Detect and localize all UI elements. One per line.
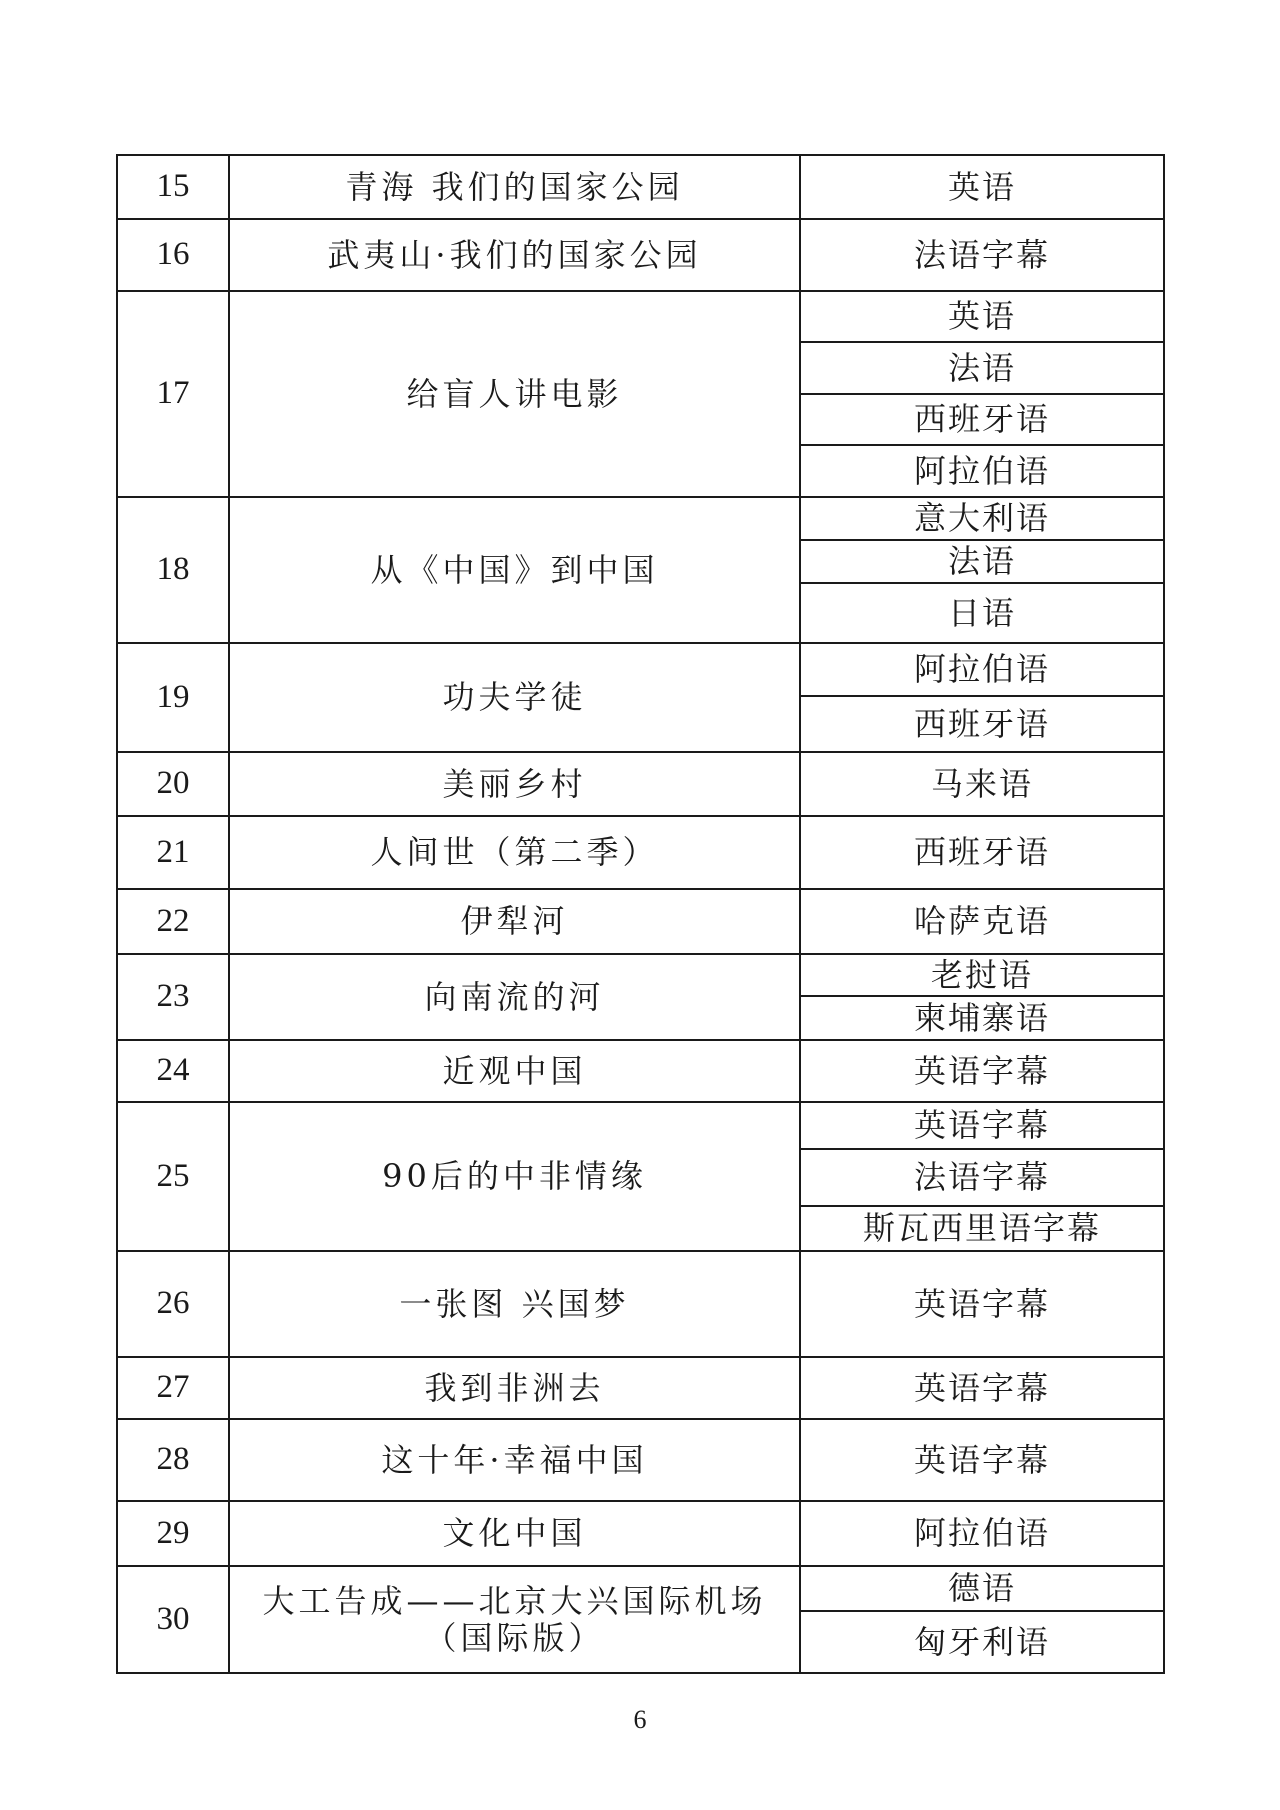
table-row xyxy=(117,752,1164,816)
language-cell: 哈萨克语 xyxy=(800,889,1164,954)
language-cell: 阿拉伯语 xyxy=(800,445,1164,497)
table-row xyxy=(117,1566,1164,1611)
row-number: 27 xyxy=(117,1357,229,1419)
program-title: 伊犁河 xyxy=(229,889,800,954)
program-title: 90后的中非情缘 xyxy=(229,1102,800,1251)
program-title: 我到非洲去 xyxy=(229,1357,800,1419)
table-row xyxy=(117,889,1164,954)
language-cell: 英语字幕 xyxy=(800,1419,1164,1501)
row-number: 17 xyxy=(117,291,229,497)
row-number: 19 xyxy=(117,643,229,752)
language-cell: 斯瓦西里语字幕 xyxy=(800,1206,1164,1251)
table-body xyxy=(117,155,1164,1673)
program-language-table xyxy=(116,154,1165,1674)
program-title: 给盲人讲电影 xyxy=(229,291,800,497)
table-row xyxy=(117,1357,1164,1419)
program-title: 近观中国 xyxy=(229,1040,800,1102)
language-cell: 法语字幕 xyxy=(800,219,1164,291)
language-cell: 法语 xyxy=(800,540,1164,583)
table-row xyxy=(117,291,1164,342)
row-number: 20 xyxy=(117,752,229,816)
program-title: 向南流的河 xyxy=(229,954,800,1040)
program-title: 文化中国 xyxy=(229,1501,800,1566)
program-title: 从《中国》到中国 xyxy=(229,497,800,643)
table-row xyxy=(117,219,1164,291)
page-number: 6 xyxy=(633,1705,647,1734)
program-title: 美丽乡村 xyxy=(229,752,800,816)
language-cell: 德语 xyxy=(800,1566,1164,1611)
table-row xyxy=(117,816,1164,889)
language-cell: 匈牙利语 xyxy=(800,1611,1164,1673)
table-row xyxy=(117,1419,1164,1501)
program-title: 人间世（第二季） xyxy=(229,816,800,889)
table-row xyxy=(117,1501,1164,1566)
row-number: 26 xyxy=(117,1251,229,1357)
table-row xyxy=(117,1040,1164,1102)
program-title: 一张图 兴国梦 xyxy=(229,1251,800,1357)
program-title: 大工告成——北京大兴国际机场（国际版） xyxy=(229,1566,800,1673)
row-number: 30 xyxy=(117,1566,229,1673)
row-number: 16 xyxy=(117,219,229,291)
language-cell: 日语 xyxy=(800,583,1164,643)
language-cell: 西班牙语 xyxy=(800,696,1164,752)
table-row xyxy=(117,1102,1164,1149)
row-number: 25 xyxy=(117,1102,229,1251)
language-cell: 英语字幕 xyxy=(800,1040,1164,1102)
language-cell: 西班牙语 xyxy=(800,394,1164,445)
language-cell: 英语 xyxy=(800,291,1164,342)
row-number: 15 xyxy=(117,155,229,219)
language-cell: 英语字幕 xyxy=(800,1102,1164,1149)
language-cell: 英语 xyxy=(800,155,1164,219)
row-number: 21 xyxy=(117,816,229,889)
language-cell: 柬埔寨语 xyxy=(800,996,1164,1040)
row-number: 22 xyxy=(117,889,229,954)
program-title: 青海 我们的国家公园 xyxy=(229,155,800,219)
program-title: 武夷山·我们的国家公园 xyxy=(229,219,800,291)
table-row xyxy=(117,954,1164,996)
language-cell: 英语字幕 xyxy=(800,1357,1164,1419)
program-title: 这十年·幸福中国 xyxy=(229,1419,800,1501)
language-cell: 阿拉伯语 xyxy=(800,1501,1164,1566)
row-number: 24 xyxy=(117,1040,229,1102)
row-number: 28 xyxy=(117,1419,229,1501)
row-number: 29 xyxy=(117,1501,229,1566)
language-cell: 西班牙语 xyxy=(800,816,1164,889)
language-cell: 法语字幕 xyxy=(800,1149,1164,1206)
table-row xyxy=(117,155,1164,219)
language-cell: 意大利语 xyxy=(800,497,1164,540)
row-number: 23 xyxy=(117,954,229,1040)
language-cell: 英语字幕 xyxy=(800,1251,1164,1357)
language-cell: 法语 xyxy=(800,342,1164,394)
table-row xyxy=(117,497,1164,540)
language-cell: 阿拉伯语 xyxy=(800,643,1164,696)
language-cell: 老挝语 xyxy=(800,954,1164,996)
row-number: 18 xyxy=(117,497,229,643)
program-title: 功夫学徒 xyxy=(229,643,800,752)
language-cell: 马来语 xyxy=(800,752,1164,816)
table-row xyxy=(117,1251,1164,1357)
table-row xyxy=(117,643,1164,696)
